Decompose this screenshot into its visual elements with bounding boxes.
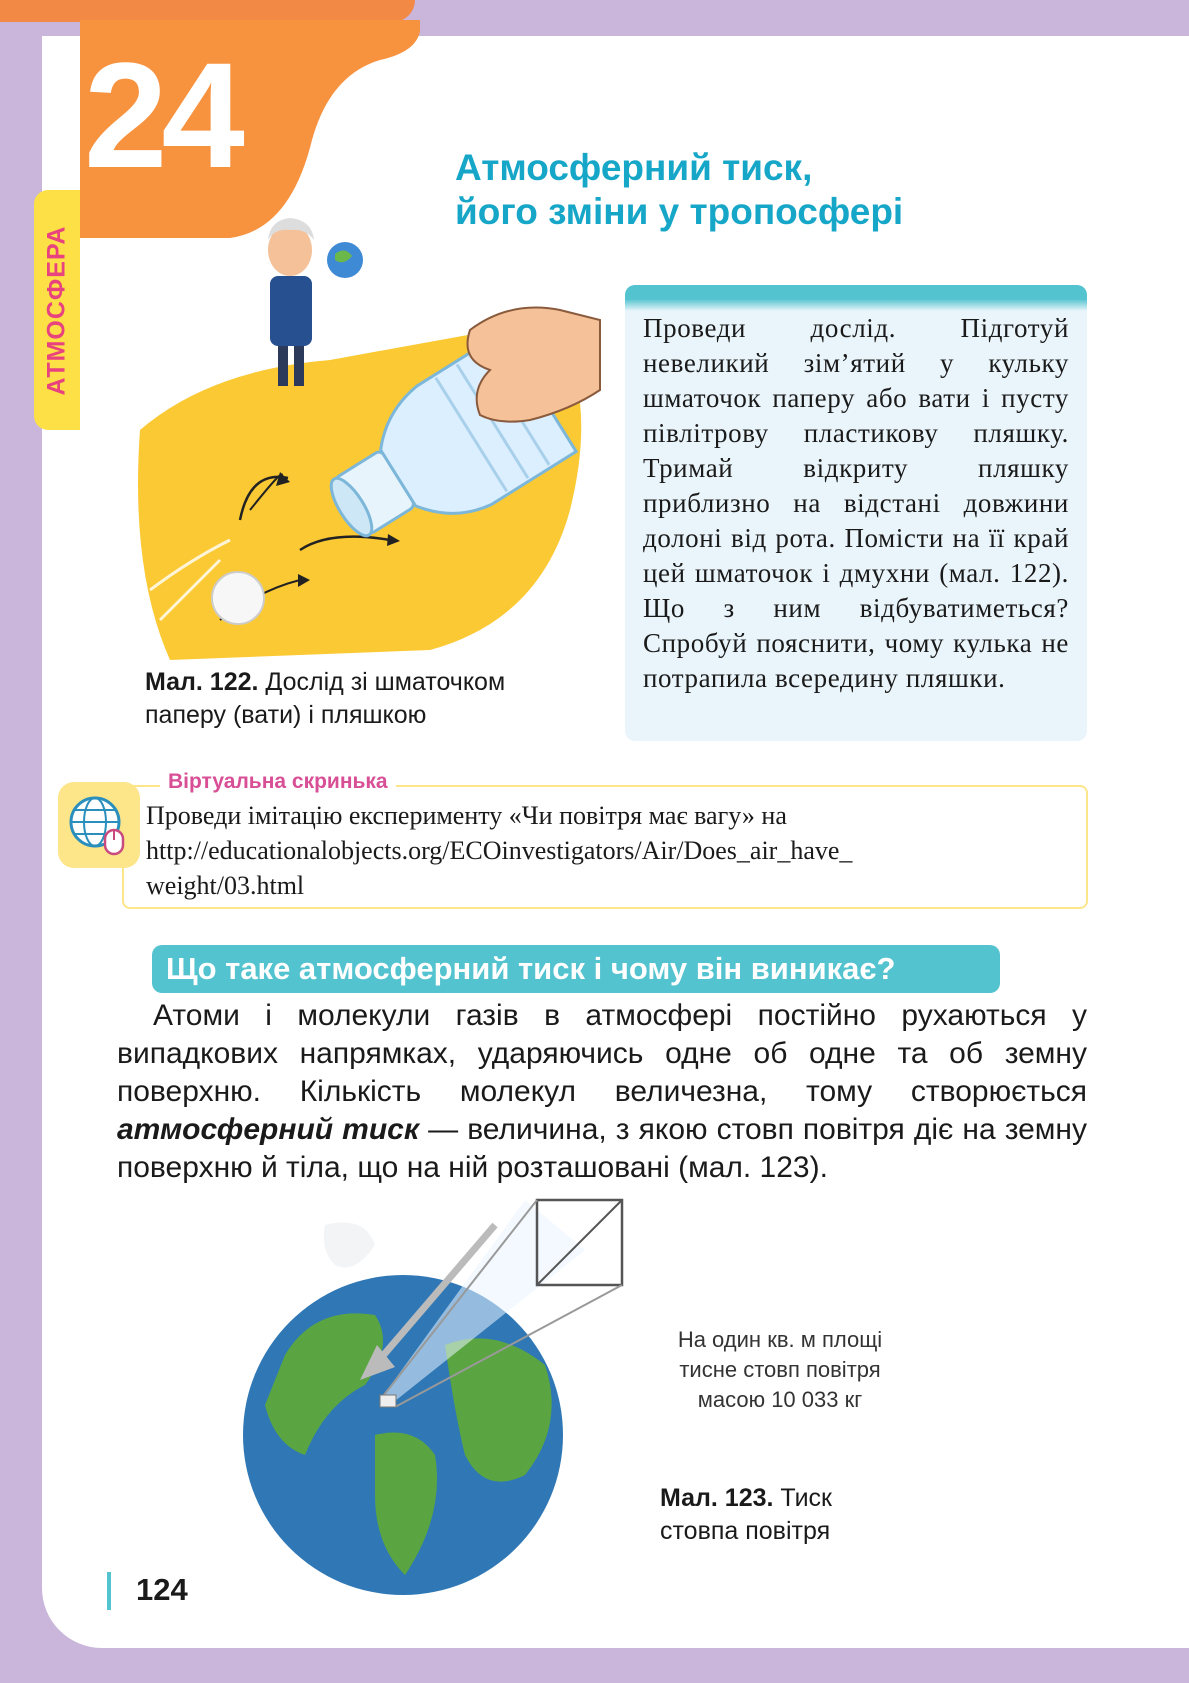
- page-number-bar: [107, 1572, 111, 1610]
- earth-globe-illustration: [225, 1195, 655, 1615]
- globe-mouse-icon: [65, 792, 131, 858]
- key-term: атмосферний тиск: [117, 1113, 420, 1146]
- experiment-box: [625, 285, 1087, 741]
- figure-123-caption-line1: Тиск: [780, 1484, 832, 1512]
- bottle-illustration: [130, 210, 610, 660]
- figure-122-caption: [145, 666, 505, 732]
- virtual-text: [146, 798, 1076, 903]
- title-line-1: Атмосферний тиск,: [455, 147, 813, 188]
- main-paragraph: [117, 997, 1087, 1187]
- virtual-link[interactable]: [146, 833, 1076, 903]
- globe-note: [640, 1325, 920, 1415]
- paper-ball: [212, 572, 264, 624]
- section-heading: Що таке атмосферний тиск і чому він виникає?: [152, 945, 1000, 993]
- globe-note-line1: На один кв. м площі: [677, 1327, 883, 1352]
- globe-note-line3: масою 10 033 кг: [697, 1387, 863, 1412]
- figure-122-caption-line2: паперу (вати) і пляшкою: [145, 701, 427, 729]
- section-tab: [34, 190, 80, 430]
- page-number: 124: [136, 1572, 188, 1607]
- section-tab-label: АТМОСФЕРА: [42, 225, 71, 395]
- virtual-link-line1[interactable]: http://educationalobjects.org/ECOinvestigators/Air/Does_air_have_: [146, 836, 853, 865]
- globe-note-line2: тисне стовп повітря: [679, 1357, 881, 1382]
- title-line-2: його зміни у тропосфері: [455, 191, 904, 232]
- virtual-box-label: Віртуальна скринька: [160, 770, 396, 794]
- figure-122-caption-line1: Дослід зі шматочком: [265, 668, 506, 696]
- paragraph-text-after: — величина, з якою стовп повітря діє на земну поверхню й тіла, що на ній розташовані (мал. 123).: [117, 1113, 1087, 1184]
- virtual-link-line2[interactable]: weight/03.html: [146, 871, 305, 900]
- virtual-text-line1: Проведи імітацію експерименту «Чи повітря має вагу» на: [146, 801, 787, 830]
- figure-122-label: Мал. 122.: [145, 668, 259, 696]
- figure-123-caption: [660, 1482, 832, 1548]
- chapter-number: 24: [84, 31, 239, 199]
- figure-123-label: Мал. 123.: [660, 1484, 774, 1512]
- experiment-box-bar: [625, 285, 1087, 299]
- experiment-text: Проведи дослід. Підготуй невеликий зім’ятий у кульку шматочок паперу або вати і пусту півлітрову пластикову пляшку. Тримай відкриту пляшку приблизно на відстані довжини долоні від рота. Помісти на її край цей шматочок і дмухни (мал. 122). Що з ним відбуватиметься? Спробуй пояснити, чому кулька не потрапила всередину пляшки.: [643, 313, 1069, 693]
- top-orange-strip: [0, 0, 415, 22]
- figure-123-caption-line2: стовпа повітря: [660, 1517, 831, 1545]
- paragraph-text-before: Атоми і молекули газів в атмосфері постійно рухаються у випадкових напрямках, ударяючись одне об одне та об земну поверхню. Кількість молекул величезна, тому створюється: [117, 999, 1087, 1108]
